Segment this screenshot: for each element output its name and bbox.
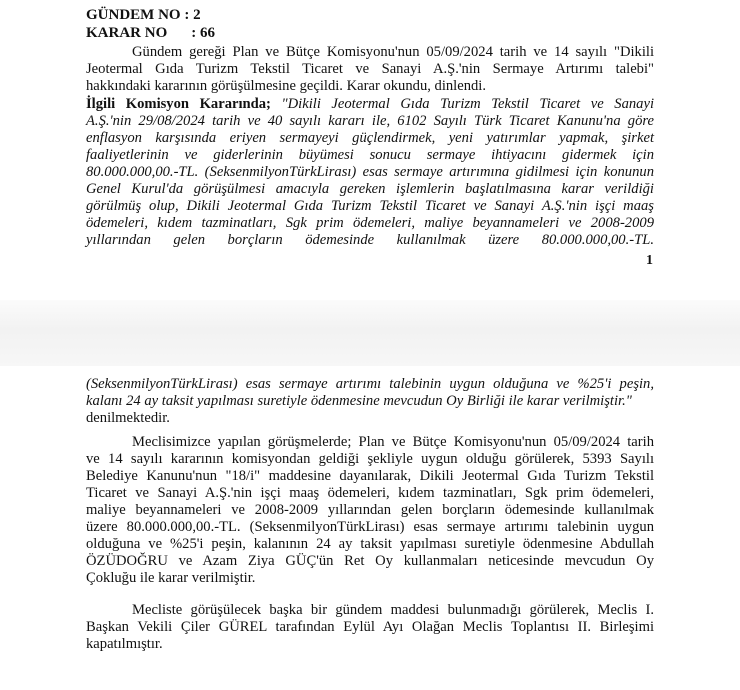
committee-line: A.Ş.'nin 29/08/2024 tarih ve 40 sayılı kararı ile, 6102 Sayılı Türk Ticaret Kanunu'na göre	[86, 113, 654, 129]
paragraph-line: Meclisimizce yapılan görüşmelerde; Plan ve Bütçe Komisyonu'nun 05/09/2024 tarih	[132, 434, 654, 450]
paragraph-line: ÖZÜDOĞRU ve Azam Ziya GÜÇ'ün Ret Oy kullanmaları neticesinde mevcudun Oy	[86, 553, 654, 569]
committee-line: Genel Kurul'da görüşülmesi amacıyla gereken işlemlerin başlatılmasına karar verildiği	[86, 181, 654, 197]
decision-number-value: : 66	[191, 25, 215, 41]
page-break	[0, 300, 740, 366]
paragraph-line: Başkan Vekili Çiler GÜREL tarafından Eylül Ayı Olağan Meclis Toplantısı II. Birleşimi	[86, 619, 654, 635]
committee-line: enflasyon karşısında eriyen sermayeyi güçlendirmek, yeni yatırımlar yapmak, şirket	[86, 130, 654, 146]
committee-text: "Dikili Jeotermal Gıda Turizm Tekstil Ticaret ve Sanayi	[270, 96, 654, 112]
committee-decision-intro	[86, 96, 654, 113]
paragraph-line: hakkındaki kararının görüşülmesine geçildi. Karar okundu, dinlendi.	[86, 78, 487, 94]
paragraph-line: Çokluğu ile karar verilmiştir.	[86, 570, 256, 586]
committee-label: İlgili Komisyon Kararında;	[86, 96, 271, 112]
committee-line: (SeksenmilyonTürkLirası) esas sermaye artırımı talebinin uygun olduğuna ve %25'i peşin,	[86, 376, 654, 392]
paragraph-line: maliye beyannameleri ve 2008-2009 yıllarından gelen borçların ödemesinde kullanılmak	[86, 502, 654, 518]
paragraph-line: Jeotermal Gıda Turizm Tekstil Ticaret ve Sanayi A.Ş.'nin Sermaye Artırımı talebi"	[86, 61, 654, 77]
paragraph-line: üzere 80.000.000,00.-TL. (SeksenmilyonTürkLirası) esas sermaye artırımı talebinin uygun	[86, 519, 654, 535]
committee-line: yıllarından gelen borçların ödemesinde kullanılmak üzere 80.000.000,00.-TL.	[86, 232, 654, 248]
paragraph-line: olduğuna ve %25'i peşin, kalanının 24 ay taksit yapılması suretiyle ödenmesine Abdullah	[86, 536, 654, 552]
committee-line: ödemeleri, kıdem tazminatları, Sgk prim ödemeleri, maliye beyannameleri ve 2008-2009	[86, 215, 654, 231]
committee-line: 80.000.000,00.-TL. (SeksenmilyonTürkLirası) esas sermaye artırımına gidilmesi için konunun	[86, 164, 654, 180]
decision-number-label: KARAR NO	[86, 25, 168, 41]
paragraph-line: Gündem gereği Plan ve Bütçe Komisyonu'nun 05/09/2024 tarih ve 14 sayılı "Dikili	[132, 44, 654, 60]
paragraph-line: Mecliste görüşülecek başka bir gündem maddesi bulunmadığı görülerek, Meclis I.	[132, 602, 654, 618]
document-page-2	[0, 366, 740, 690]
paragraph-line: kapatılmıştır.	[86, 636, 163, 652]
page-number: 1	[646, 253, 653, 268]
paragraph-line: Ticaret ve Sanayi A.Ş.'nin işçi maaş ödemeleri, kıdem tazminatları, Sgk prim ödemeleri,	[86, 485, 654, 501]
paragraph-line: Belediye Kanunu'nun "18/i" maddesine dayanılarak, Dikili Jeotermal Gıda Turizm Tekstil	[86, 468, 654, 484]
document-page-1	[0, 0, 740, 300]
committee-line: faaliyetlerinin ve giderlerinin büyümesi sonucu sermaye ihtiyacını gidermek için	[86, 147, 654, 163]
decision-number	[86, 24, 215, 42]
paragraph-line: ve 14 sayılı kararının komisyondan geldiği şekliyle uygun olduğu görülerek, 5393 Sayılı	[86, 451, 654, 467]
committee-line: kalanı 24 ay taksit yapılması suretiyle ödenmesine mevcudun Oy Birliği ile karar verilmiştir."	[86, 393, 632, 409]
denilmektedir-line: denilmektedir.	[86, 410, 170, 426]
agenda-number: GÜNDEM NO : 2	[86, 7, 201, 23]
committee-line: görülmüş olup, Dikili Jeotermal Gıda Turizm Tekstil Ticaret ve Sanayi A.Ş.'nin işçi maaş	[86, 198, 654, 214]
